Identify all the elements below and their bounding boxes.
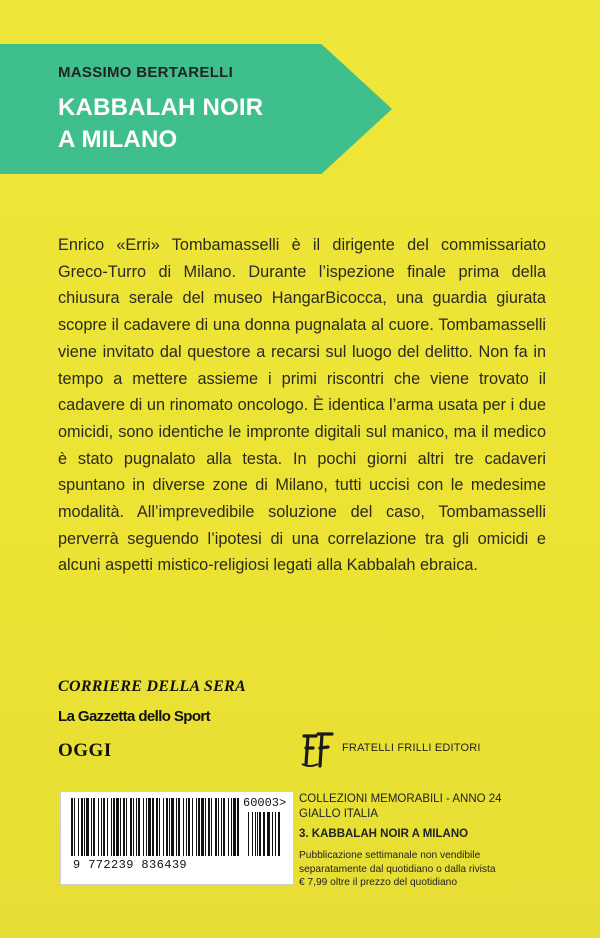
barcode-bar [205,798,206,856]
synopsis-text: Enrico «Erri» Tombamasselli è il dirigente del commissariato Greco-Turro di Milano. Durante l’ispezione finale prima della chiusura serale del museo HangarBicocca, una guardia giurata scopre il cadavere di una donna pugnalata al cuore. Tombamasselli viene invitato dal questore a recarsi sul luogo del delitto. Non fa in tempo a mettere assieme i primi riscontri che viene trovato il cadavere di un rinomato oncologo. È identica l’arma usata per i due omicidi, sono identiche le impronte digitali sul manico, ma il medico è stato pugnalato alla testa. In pochi giorni altri tre cadaveri spuntano in diverse zone di Milano, tutti uccisi con le medesime modalità. All’imprevedibile soluzione del caso, Tombamasselli perverrà seguendo l’ipotesi di una correlazione tra gli omicidi e alcuni aspetti mistico-religiosi legati alla Kabbalah ebraica. [58,236,546,575]
barcode-bar [84,798,85,856]
barcode-bar [223,798,225,856]
barcode-bar [86,798,89,856]
barcode-bar [231,798,232,856]
barcode-bar [111,798,112,856]
collection-line: GIALLO ITALIA [299,808,379,820]
barcode-bar [176,798,177,856]
gazzetta-dello-sport-logo: La Gazzetta dello Sport [58,708,211,725]
barcode-bar [183,798,184,856]
barcode-bar [186,798,187,856]
barcode-bar [196,798,197,856]
sale-note [299,849,549,890]
barcode-addon-bar [267,812,270,856]
issue-title: 3. KABBALAH NOIR A MILANO [299,828,469,840]
sale-note-line-2: separatamente dal quotidiano o dalla rivista [299,863,496,875]
barcode-bar [93,798,95,856]
barcode-bar [221,798,222,856]
barcode-bar [192,798,193,856]
barcode-bar [113,798,115,856]
barcode-addon-bar [257,812,258,856]
title-line-2: A MILANO [58,126,178,153]
barcode-addon-bar [275,812,276,856]
barcode-addon: 60003> [243,796,287,810]
barcode-bar [138,798,140,856]
barcode-bar [208,798,210,856]
barcode-bar [148,798,151,856]
barcode-bar [123,798,125,856]
barcode-bar [74,798,75,856]
corriere-della-sera-logo: CORRIERE DELLA SERA [58,678,246,695]
ff-monogram-icon [300,730,336,770]
barcode-bar [237,798,239,856]
barcode-bar [71,798,73,856]
barcode-number: 9 772239 836439 [73,858,188,872]
barcode-bar [228,798,229,856]
barcode-bar [215,798,217,856]
barcode-bar [116,798,119,856]
barcode-bar [188,798,190,856]
barcode-bar [107,798,108,856]
barcode [60,791,294,885]
barcode-bar [103,798,105,856]
barcode-bar [233,798,236,856]
series-line: COLLEZIONI MEMORABILI - ANNO 24 [299,793,502,805]
barcode-bar [136,798,137,856]
book-title [58,92,263,156]
barcode-bar [78,798,79,856]
barcode-addon-bar [252,812,253,856]
barcode-addon-bar [278,812,280,856]
author-name: MASSIMO BERTARELLI [58,64,234,81]
barcode-bar [126,798,127,856]
barcode-addon-bar [248,812,249,856]
barcode-bar [101,798,102,856]
barcode-bar [171,798,174,856]
barcode-bar [218,798,219,856]
barcode-bar [169,798,170,856]
barcode-bar [211,798,212,856]
barcode-bar [91,798,92,856]
sale-note-line-3: € 7,99 oltre il prezzo del quotidiano [299,877,458,888]
publisher-name: FRATELLI FRILLI EDITORI [342,742,481,754]
barcode-bar [152,798,154,856]
barcode-addon-bar [259,812,261,856]
barcode-bar [156,798,158,856]
barcode-addon-bar [263,812,265,856]
barcode-bar [133,798,134,856]
barcode-bar [146,798,147,856]
barcode-bar [198,798,200,856]
barcode-bar [143,798,144,856]
barcode-bar [178,798,180,856]
barcode-addon-bar [255,812,256,856]
oggi-logo: OGGI [58,740,112,761]
barcode-bar [166,798,168,856]
barcode-bar [163,798,164,856]
barcode-bar [120,798,121,856]
barcode-bar [201,798,204,856]
title-line-1: KABBALAH NOIR [58,94,264,121]
barcode-bar [81,798,83,856]
sale-note-line-1: Pubblicazione settimanale non vendibile [299,850,481,861]
barcode-addon-bar [272,812,273,856]
barcode-bar [98,798,99,856]
barcode-bar [130,798,132,856]
barcode-bar [159,798,160,856]
issue-info [299,792,549,890]
